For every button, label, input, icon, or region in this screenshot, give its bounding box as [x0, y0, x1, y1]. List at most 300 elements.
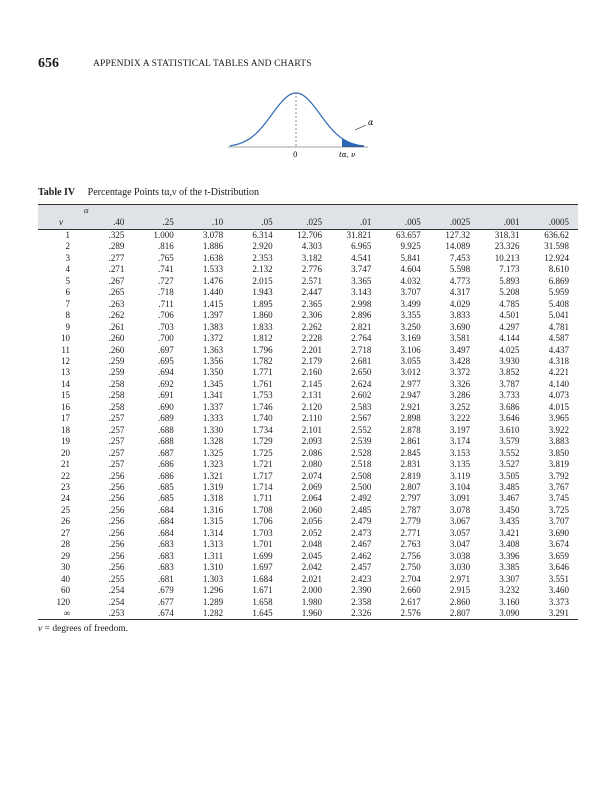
value-cell: 5.893 — [499, 275, 520, 286]
value-cell: 2.500 — [351, 481, 372, 492]
value-cell: 1.638 — [202, 252, 224, 263]
value-cell: 3.674 — [548, 539, 569, 550]
value-cell: .816 — [158, 241, 174, 252]
value-cell: 3.450 — [499, 504, 520, 515]
value-cell: .256 — [108, 504, 125, 515]
nu-cell: 18 — [61, 424, 70, 435]
value-cell: 7.453 — [449, 252, 471, 263]
value-cell: 3.291 — [529, 608, 578, 620]
value-cell: .674 — [133, 608, 182, 620]
value-cell: .679 — [158, 585, 174, 596]
value-cell: .689 — [158, 413, 174, 424]
value-cell: 1.314 — [202, 527, 224, 538]
table-row — [38, 379, 578, 390]
value-cell: 3.135 — [449, 459, 471, 470]
value-cell: 3.581 — [449, 333, 471, 344]
t-distribution-figure — [218, 82, 388, 167]
value-cell: 4.587 — [548, 333, 569, 344]
value-cell: 3.460 — [548, 585, 569, 596]
t-distribution-table — [38, 204, 578, 620]
value-cell: 1.796 — [252, 344, 273, 355]
value-cell: 3.091 — [449, 493, 471, 504]
value-cell: .686 — [158, 459, 174, 470]
value-cell: 3.385 — [499, 562, 520, 573]
value-cell: 3.326 — [449, 378, 471, 389]
value-cell: .258 — [108, 390, 125, 401]
value-cell: 1.701 — [252, 539, 273, 550]
level-header: .25 — [133, 215, 182, 230]
table-row — [38, 597, 578, 608]
table-row — [38, 459, 578, 470]
value-cell: 2.131 — [301, 390, 322, 401]
value-cell: 3.579 — [499, 436, 520, 447]
table-row — [38, 562, 578, 573]
value-cell: .718 — [158, 287, 174, 298]
nu-cell: 1 — [65, 230, 70, 240]
alpha-symbol: α — [84, 205, 578, 216]
value-cell: 2.457 — [351, 562, 372, 573]
value-cell: 7.173 — [499, 264, 520, 275]
table-row — [38, 436, 578, 447]
value-cell: 2.201 — [301, 344, 322, 355]
nu-cell: 21 — [61, 459, 70, 470]
value-cell: 3.833 — [449, 310, 471, 321]
value-cell: .261 — [108, 321, 125, 332]
value-cell: 1.303 — [202, 573, 224, 584]
value-cell: 3.485 — [499, 481, 520, 492]
value-cell: .683 — [158, 562, 174, 573]
value-cell: 3.497 — [449, 344, 471, 355]
value-cell: .685 — [158, 481, 174, 492]
value-cell: 1.337 — [202, 401, 224, 412]
value-cell: 1.318 — [202, 493, 224, 504]
level-header: .0005 — [529, 215, 578, 230]
value-cell: 1.383 — [202, 321, 224, 332]
value-cell: .257 — [108, 436, 125, 447]
value-cell: 9.925 — [400, 241, 421, 252]
value-cell: .256 — [108, 516, 125, 527]
value-cell: 4.029 — [449, 298, 471, 309]
value-cell: 2.228 — [301, 333, 322, 344]
value-cell: 2.845 — [400, 447, 421, 458]
value-cell: 2.060 — [301, 504, 322, 515]
value-cell: 4.297 — [499, 321, 520, 332]
value-cell: 2.571 — [301, 275, 322, 286]
value-cell: 1.341 — [202, 390, 224, 401]
value-cell: 1.886 — [202, 241, 224, 252]
value-cell: 2.358 — [351, 596, 372, 607]
value-cell: 4.773 — [449, 275, 471, 286]
value-cell: 2.807 — [400, 481, 421, 492]
value-cell: 2.518 — [351, 459, 372, 470]
table-row — [38, 390, 578, 401]
value-cell: 3.690 — [548, 527, 569, 538]
value-cell: 2.508 — [351, 470, 372, 481]
value-cell: 2.539 — [351, 436, 372, 447]
value-cell: 2.048 — [301, 539, 322, 550]
value-cell: .256 — [108, 562, 125, 573]
value-cell: 4.303 — [301, 241, 322, 252]
value-cell: 3.707 — [400, 287, 421, 298]
value-cell: 2.971 — [449, 573, 471, 584]
table-row — [38, 264, 578, 275]
value-cell: .256 — [108, 493, 125, 504]
nu-cell: 23 — [61, 481, 70, 492]
value-cell: 23.326 — [494, 241, 520, 252]
value-cell: 2.860 — [449, 596, 471, 607]
value-cell: 1.721 — [252, 459, 273, 470]
value-cell: 2.797 — [400, 493, 421, 504]
value-cell: 1.980 — [301, 596, 322, 607]
value-cell: 1.345 — [202, 378, 224, 389]
value-cell: 3.745 — [548, 493, 569, 504]
nu-cell: 28 — [61, 539, 70, 550]
value-cell: 2.896 — [351, 310, 372, 321]
value-cell: 1.282 — [183, 608, 232, 620]
value-cell: 5.598 — [449, 264, 471, 275]
value-cell: 2.704 — [400, 573, 421, 584]
value-cell: 127.32 — [445, 230, 471, 240]
nu-cell: 120 — [56, 596, 70, 607]
value-cell: 1.684 — [252, 573, 273, 584]
value-cell: 3.850 — [548, 447, 569, 458]
value-cell: 3.610 — [499, 424, 520, 435]
value-cell: .690 — [158, 401, 174, 412]
value-cell: 2.718 — [351, 344, 372, 355]
value-cell: 2.878 — [400, 424, 421, 435]
value-cell: .254 — [108, 585, 125, 596]
value-cell: 2.576 — [380, 608, 429, 620]
value-cell: 2.086 — [301, 447, 322, 458]
nu-cell: 5 — [65, 275, 70, 286]
value-cell: .684 — [158, 516, 174, 527]
value-cell: 1.363 — [202, 344, 224, 355]
value-cell: .695 — [158, 355, 174, 366]
value-cell: .254 — [108, 596, 125, 607]
table-row — [38, 528, 578, 539]
value-cell: 63.657 — [395, 230, 421, 240]
value-cell: 1.812 — [252, 333, 273, 344]
value-cell: .257 — [108, 424, 125, 435]
value-cell: .687 — [158, 447, 174, 458]
value-cell: 3.725 — [548, 504, 569, 515]
alpha-pointer — [355, 125, 366, 130]
value-cell: 3.767 — [548, 481, 569, 492]
value-cell: .271 — [108, 264, 125, 275]
value-cell: 2.998 — [351, 298, 372, 309]
value-cell: 8.610 — [548, 264, 569, 275]
alpha-header-row — [38, 205, 578, 216]
value-cell: 2.021 — [301, 573, 322, 584]
value-cell: 2.447 — [301, 287, 322, 298]
value-cell: 3.047 — [449, 539, 471, 550]
value-cell: 3.090 — [479, 608, 528, 620]
value-cell: 1.703 — [252, 527, 273, 538]
footnote-symbol: ν — [38, 624, 43, 634]
footnote-text: = degrees of freedom. — [42, 624, 129, 634]
value-cell: 1.330 — [202, 424, 224, 435]
value-cell: 1.740 — [252, 413, 273, 424]
value-cell: .262 — [108, 310, 125, 321]
table-row — [38, 402, 578, 413]
nu-cell: 2 — [65, 241, 70, 252]
value-cell: 14.089 — [445, 241, 471, 252]
nu-cell: 13 — [61, 367, 70, 378]
table-row — [38, 482, 578, 493]
table-row — [38, 471, 578, 482]
nu-header: ν — [38, 215, 84, 230]
table-caption — [38, 187, 259, 198]
value-cell: .697 — [158, 344, 174, 355]
value-cell: 2.552 — [351, 424, 372, 435]
value-cell: 5.041 — [548, 310, 569, 321]
value-cell: 3.733 — [499, 390, 520, 401]
value-cell: 5.408 — [548, 298, 569, 309]
value-cell: 2.353 — [252, 252, 273, 263]
value-cell: 2.145 — [301, 378, 322, 389]
value-cell: 3.232 — [499, 585, 520, 596]
level-header: .0025 — [430, 215, 479, 230]
value-cell: 4.140 — [548, 378, 569, 389]
value-cell: 1.333 — [202, 413, 224, 424]
value-cell: .259 — [108, 367, 125, 378]
value-cell: .256 — [108, 470, 125, 481]
nu-cell: 60 — [61, 585, 70, 596]
nu-cell: 14 — [61, 378, 70, 389]
value-cell: 2.093 — [301, 436, 322, 447]
value-cell: 2.807 — [430, 608, 479, 620]
value-cell: 1.699 — [252, 550, 273, 561]
value-cell: 2.819 — [400, 470, 421, 481]
value-cell: 3.965 — [548, 413, 569, 424]
level-header: .10 — [183, 215, 232, 230]
value-cell: 2.602 — [351, 390, 372, 401]
value-cell: .255 — [108, 573, 125, 584]
nu-cell: 20 — [61, 447, 70, 458]
value-cell: 4.073 — [548, 390, 569, 401]
value-cell: 3.104 — [449, 481, 471, 492]
value-cell: 1.476 — [202, 275, 224, 286]
value-cell: 1.746 — [252, 401, 273, 412]
value-cell: 5.208 — [499, 287, 520, 298]
value-cell: 2.764 — [351, 333, 372, 344]
nu-cell: 27 — [61, 527, 70, 538]
value-cell: 1.658 — [252, 596, 273, 607]
value-cell: 2.567 — [351, 413, 372, 424]
value-cell: 3.922 — [548, 424, 569, 435]
value-cell: 1.325 — [202, 447, 224, 458]
value-cell: 3.527 — [499, 459, 520, 470]
value-cell: 4.221 — [548, 367, 569, 378]
value-cell: .711 — [158, 298, 174, 309]
value-cell: 2.069 — [301, 481, 322, 492]
value-cell: .256 — [108, 527, 125, 538]
value-cell: 2.132 — [252, 264, 273, 275]
value-cell: 4.025 — [499, 344, 520, 355]
value-cell: 1.328 — [202, 436, 224, 447]
value-cell: 3.646 — [548, 562, 569, 573]
nu-cell: 22 — [61, 470, 70, 481]
value-cell: 2.120 — [301, 401, 322, 412]
value-cell: .700 — [158, 333, 174, 344]
level-header: .05 — [232, 215, 281, 230]
value-cell: 3.038 — [449, 550, 471, 561]
density-curve — [230, 93, 364, 146]
value-cell: .257 — [108, 447, 125, 458]
value-cell: 1.372 — [202, 333, 224, 344]
value-cell: .683 — [158, 550, 174, 561]
table-label: Table IV — [38, 187, 76, 198]
value-cell: 3.646 — [499, 413, 520, 424]
value-cell: .685 — [158, 493, 174, 504]
value-cell: 2.779 — [400, 516, 421, 527]
value-cell: 3.883 — [548, 436, 569, 447]
footnote — [38, 624, 128, 634]
value-cell: 1.706 — [252, 516, 273, 527]
nu-cell: 19 — [61, 436, 70, 447]
value-cell: 1.771 — [252, 367, 273, 378]
value-cell: 3.852 — [499, 367, 520, 378]
value-cell: 4.781 — [548, 321, 569, 332]
value-cell: .686 — [158, 470, 174, 481]
value-cell: 3.197 — [449, 424, 471, 435]
value-cell: .694 — [158, 367, 174, 378]
nu-cell: ∞ — [38, 608, 84, 620]
table-row — [38, 413, 578, 424]
table-row — [38, 276, 578, 287]
value-cell: 2.528 — [351, 447, 372, 458]
value-cell: .260 — [108, 333, 125, 344]
table-row — [38, 539, 578, 550]
value-cell: 1.697 — [252, 562, 273, 573]
value-cell: 2.326 — [331, 608, 380, 620]
value-cell: 2.074 — [301, 470, 322, 481]
value-cell: 4.318 — [548, 355, 569, 366]
running-head: APPENDIX A STATISTICAL TABLES AND CHARTS — [93, 59, 312, 69]
value-cell: 1.323 — [202, 459, 224, 470]
table-row — [38, 425, 578, 436]
value-cell: 2.056 — [301, 516, 322, 527]
value-cell: 3.078 — [449, 504, 471, 515]
value-cell: 3.169 — [400, 333, 421, 344]
value-cell: 3.355 — [400, 310, 421, 321]
value-cell: 3.250 — [400, 321, 421, 332]
value-cell: 2.681 — [351, 355, 372, 366]
value-cell: 3.686 — [499, 401, 520, 412]
value-cell: 3.435 — [499, 516, 520, 527]
value-cell: 2.000 — [301, 585, 322, 596]
value-cell: .256 — [108, 539, 125, 550]
nu-cell: 30 — [61, 562, 70, 573]
value-cell: .684 — [158, 527, 174, 538]
value-cell: .256 — [108, 481, 125, 492]
value-cell: .267 — [108, 275, 125, 286]
value-cell: 2.921 — [400, 401, 421, 412]
value-cell: 2.756 — [400, 550, 421, 561]
value-cell: .263 — [108, 298, 125, 309]
nu-cell: 11 — [61, 344, 70, 355]
value-cell: 1.313 — [202, 539, 224, 550]
value-cell: .691 — [158, 390, 174, 401]
value-cell: 4.541 — [351, 252, 372, 263]
value-cell: 3.552 — [499, 447, 520, 458]
table-row — [38, 287, 578, 298]
value-cell: 3.252 — [449, 401, 471, 412]
nu-cell: 17 — [61, 413, 70, 424]
value-cell: .258 — [108, 378, 125, 389]
value-cell: .289 — [108, 241, 125, 252]
value-cell: .277 — [108, 252, 125, 263]
value-cell: 3.408 — [499, 539, 520, 550]
value-cell: 3.396 — [499, 550, 520, 561]
value-cell: 1.860 — [252, 310, 273, 321]
value-cell: 1.321 — [202, 470, 224, 481]
value-cell: 1.734 — [252, 424, 273, 435]
value-cell: 2.898 — [400, 413, 421, 424]
nu-cell: 3 — [65, 252, 70, 263]
value-cell: 2.045 — [301, 550, 322, 561]
value-cell: .260 — [108, 344, 125, 355]
value-cell: 4.437 — [548, 344, 569, 355]
value-cell: .765 — [158, 252, 174, 263]
nu-cell: 15 — [61, 390, 70, 401]
value-cell: 3.551 — [548, 573, 569, 584]
value-cell: 2.831 — [400, 459, 421, 470]
nu-cell: 9 — [65, 321, 70, 332]
value-cell: 2.262 — [301, 321, 322, 332]
value-cell: 1.315 — [202, 516, 224, 527]
value-cell: 3.499 — [400, 298, 421, 309]
value-cell: 3.160 — [499, 596, 520, 607]
nu-cell: 4 — [65, 264, 70, 275]
value-cell: 1.000 — [153, 230, 174, 240]
table-row — [38, 253, 578, 264]
value-cell: 6.965 — [351, 241, 372, 252]
table-row — [38, 241, 578, 252]
value-cell: 4.501 — [499, 310, 520, 321]
value-cell: .677 — [158, 596, 174, 607]
value-cell: 1.708 — [252, 504, 273, 515]
value-cell: 2.423 — [351, 573, 372, 584]
value-cell: 2.947 — [400, 390, 421, 401]
value-cell: 2.861 — [400, 436, 421, 447]
value-cell: 1.943 — [252, 287, 273, 298]
value-cell: 1.895 — [252, 298, 273, 309]
value-cell: 4.032 — [400, 275, 421, 286]
value-cell: 3.307 — [499, 573, 520, 584]
table-row — [38, 367, 578, 378]
page-number: 656 — [38, 56, 59, 71]
value-cell: .325 — [108, 230, 125, 240]
value-cell: 2.179 — [301, 355, 322, 366]
value-cell: 1.725 — [252, 447, 273, 458]
value-cell: 2.080 — [301, 459, 322, 470]
alpha-label: α — [368, 118, 374, 127]
value-cell: 1.533 — [202, 264, 224, 275]
value-cell: 3.690 — [449, 321, 471, 332]
value-cell: 3.153 — [449, 447, 471, 458]
value-cell: 1.316 — [202, 504, 224, 515]
value-cell: 3.747 — [351, 264, 372, 275]
value-cell: 3.373 — [548, 596, 569, 607]
value-cell: 2.776 — [301, 264, 322, 275]
value-cell: 3.707 — [548, 516, 569, 527]
value-cell: 3.372 — [449, 367, 471, 378]
table-row — [38, 516, 578, 527]
table-row — [38, 230, 578, 242]
value-cell: 6.869 — [548, 275, 569, 286]
value-cell: 2.064 — [301, 493, 322, 504]
